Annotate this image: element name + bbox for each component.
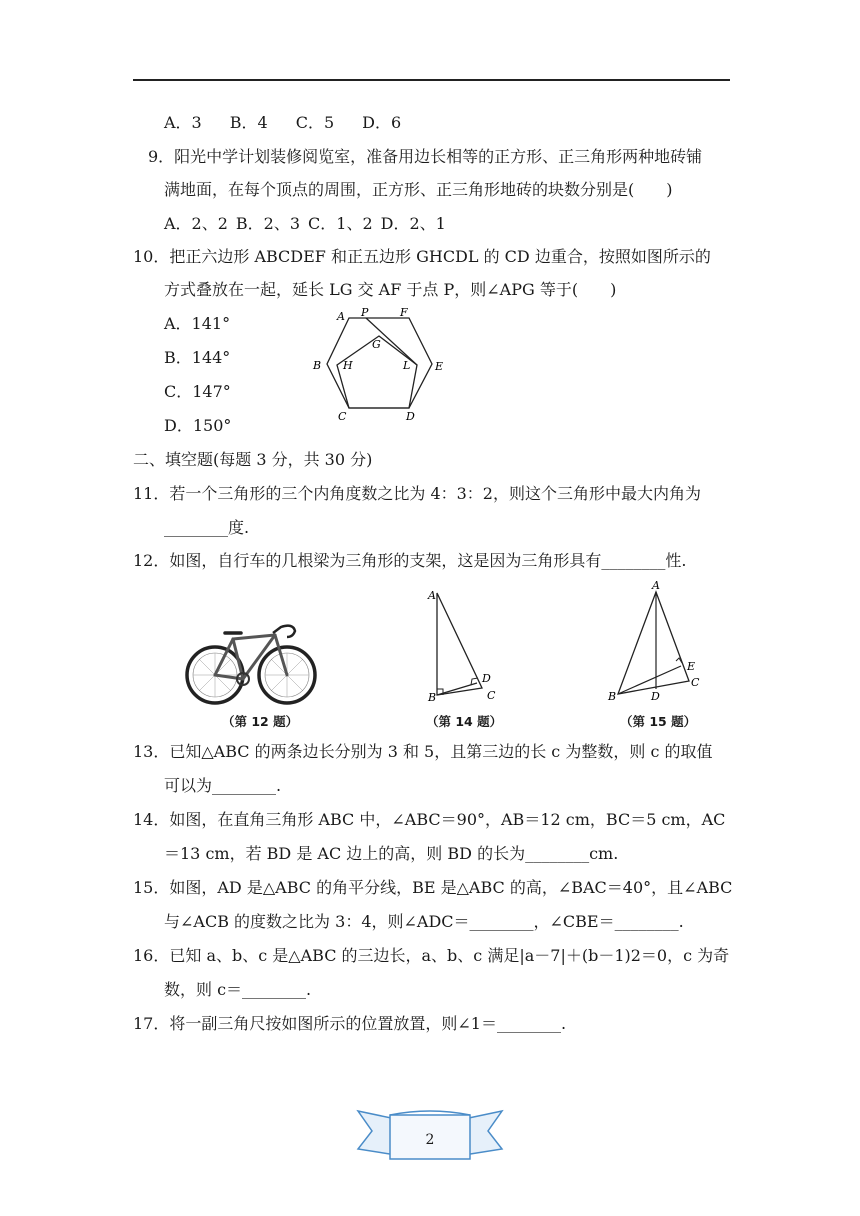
fig14-label-c: C [487, 689, 496, 702]
q10-label-f: F [400, 306, 408, 319]
q13-line1: 13．已知△ABC 的两条边长分别为 3 和 5，且第三边的长 c 为整数，则 c 的取值 [133, 742, 713, 761]
q13-line2: 可以为________. [164, 776, 282, 795]
fig15-caption: （第 15 题） [620, 714, 697, 729]
q9-option-c: C．1、2 [308, 214, 373, 233]
fig14-label-d: D [482, 672, 491, 685]
fig15-triangle [604, 578, 712, 706]
q16-line2: 数，则 c＝________. [164, 980, 312, 999]
fig15-label-d: D [651, 690, 660, 703]
fig14-label-b: B [428, 691, 437, 704]
q8-option-b: B．4 [229, 113, 268, 132]
fig15-label-a: A [652, 579, 660, 592]
fig14-right-triangle [420, 585, 505, 705]
q16-line1: 16．已知 a、b、c 是△ABC 的三边长，a、b、c 满足|a－7|＋(b－1)2＝0，c 为奇 [133, 946, 730, 965]
q10-label-e: E [435, 360, 444, 373]
q14-line2: ＝13 cm，若 BD 是 AC 边上的高，则 BD 的长为________cm. [164, 844, 619, 863]
bicycle-figure [183, 619, 323, 709]
q10-option-d: D．150° [164, 416, 232, 435]
q10-label-c: C [338, 410, 347, 423]
fig15-label-e: E [687, 660, 696, 673]
q9-option-a: A．2、2 [164, 214, 228, 233]
fig12-caption: （第 12 题） [222, 714, 299, 729]
fig14-caption: （第 14 题） [426, 714, 503, 729]
q10-label-b: B [313, 359, 322, 372]
header-rule [133, 79, 730, 81]
q10-option-c: C．147° [164, 382, 231, 401]
q10-label-g: G [372, 338, 381, 351]
q15-line2: 与∠ACB 的度数之比为 3：4，则∠ADC＝________，∠CBE＝________. [164, 912, 684, 931]
q10-label-p: P [361, 306, 369, 319]
q10-option-b: B．144° [164, 348, 231, 367]
q9-line2: 满地面，在每个顶点的周围，正方形、正三角形地砖的块数分别是( ) [164, 180, 673, 199]
q10-label-d: D [406, 410, 415, 423]
q11-line1: 11．若一个三角形的三个内角度数之比为 4：3：2，则这个三角形中最大内角为 [133, 484, 701, 503]
q10-line2: 方式叠放在一起，延长 LG 交 AF 于点 P，则∠APG 等于( ) [164, 280, 617, 299]
q11-line2: ________度. [164, 518, 250, 537]
q9-line1: 9．阳光中学计划装修阅览室，准备用边长相等的正方形、正三角形两种地砖铺 [148, 147, 703, 166]
q10-hexagon-pentagon-figure [305, 303, 455, 425]
fig15-label-c: C [691, 676, 700, 689]
q8-option-a: A．3 [164, 113, 202, 132]
q8-options [164, 113, 429, 133]
q9-option-d: D．2、1 [380, 214, 446, 233]
q8-option-d: D．6 [362, 113, 402, 132]
q9-option-b: B．2、3 [235, 214, 301, 233]
q10-label-l: L [403, 359, 411, 372]
q10-line1: 10．把正六边形 ABCDEF 和正五边形 GHCDL 的 CD 边重合，按照如图所示的 [133, 247, 711, 266]
q17-text: 17．将一副三角尺按如图所示的位置放置，则∠1＝________. [133, 1014, 567, 1033]
q10-label-h: H [343, 359, 353, 372]
section-2-heading: 二、填空题(每题 3 分，共 30 分) [133, 450, 373, 469]
fig15-label-b: B [608, 690, 617, 703]
q9-options [164, 214, 454, 234]
q14-line1: 14．如图，在直角三角形 ABC 中，∠ABC＝90°，AB＝12 cm，BC＝5 cm，AC [133, 810, 726, 829]
q12-text: 12．如图，自行车的几根梁为三角形的支架，这是因为三角形具有________性. [133, 551, 687, 570]
q10-label-a: A [337, 310, 345, 323]
fig14-label-a: A [428, 589, 436, 602]
q15-line1: 15．如图，AD 是△ABC 的角平分线，BE 是△ABC 的高，∠BAC＝40°，且∠ABC [133, 878, 733, 897]
q10-option-a: A．141° [164, 314, 231, 333]
page-number-ribbon [356, 1105, 504, 1165]
q8-option-c: C．5 [295, 113, 335, 132]
page-number: 2 [425, 1132, 435, 1148]
